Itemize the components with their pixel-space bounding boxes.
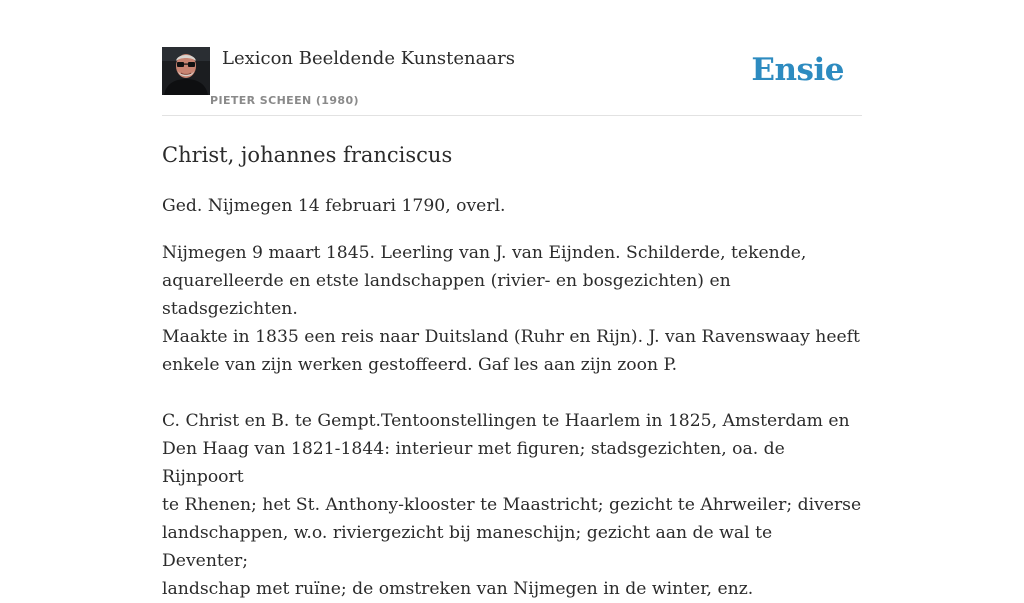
entry-title: Christ, johannes franciscus <box>162 143 453 167</box>
entry-content <box>162 140 862 603</box>
author-avatar[interactable] <box>162 47 210 95</box>
entry-paragraph: Nijmegen 9 maart 1845. Leerling van J. van Eijnden. Schilderde, tekende, aquarelleerde en etste landschappen (rivier- en bosgezichten) en stadsgezichten. Maakte in 1835 een reis naar Duitsland (Ruhr en Rijn). J. van Ravenswaay heeft enkele van zijn werken gestoffeerd. Gaf les aan zijn zoon P. C. Christ en B. te Gempt.Tentoonstellingen te Haarlem in 1825, Amsterdam en Den Haag van 1821-1844: interieur met figuren; stadsgezichten, oa. de Rijnpoort te Rhenen; het St. Anthony-klooster te Maastricht; gezicht te Ahrweiler; diverse landschappen, w.o. riviergezicht bij maneschijn; gezicht aan de wal te Deventer; landschap met ruïne; de omstreken van Nijmegen in de winter, enz. <box>162 243 862 599</box>
entry-paragraph: Ged. Nijmegen 14 februari 1790, overl. <box>162 196 506 216</box>
avatar-photo-icon <box>162 47 210 95</box>
ensie-logo[interactable]: Ensie <box>751 52 844 88</box>
publication-title[interactable]: Lexicon Beeldende Kunstenaars <box>222 48 515 69</box>
header <box>162 46 862 116</box>
author-name[interactable]: PIETER SCHEEN (1980) <box>210 94 359 107</box>
